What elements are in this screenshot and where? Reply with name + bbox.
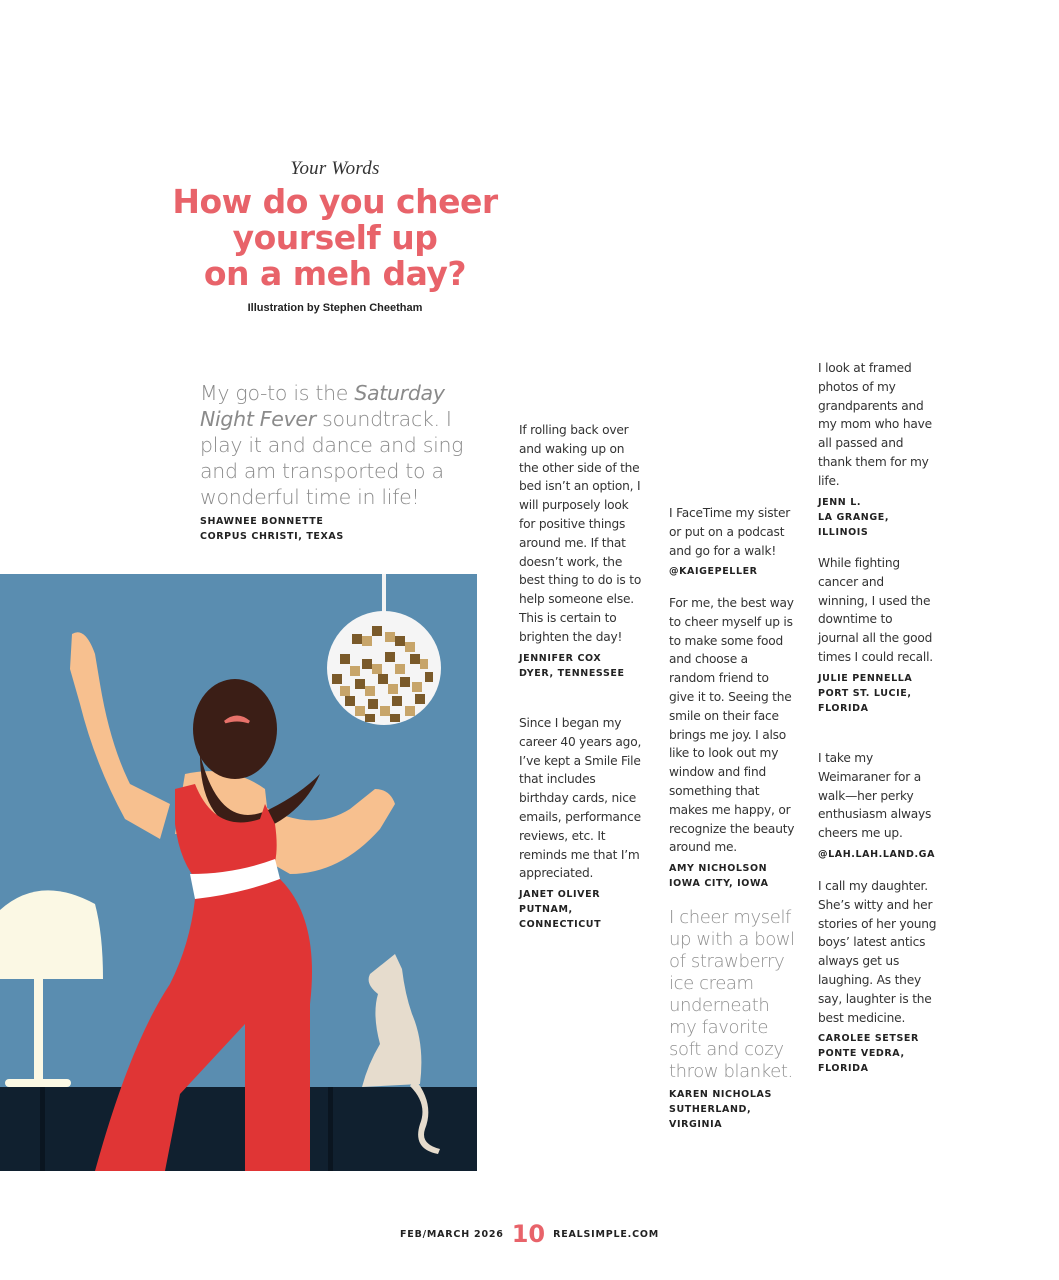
pull-quote-signature: SHAWNEE BONNETTE CORPUS CHRISTI, TEXAS xyxy=(200,516,344,542)
reader-response: If rolling back over and waking up on the other side of the bed isn’t an option, I will purposely look for positive things around me. If that doesn’t work, the best thing to do is to help someone else. This is certain to brighten the day! JENNIFER COX DYER, TENNESSEE xyxy=(519,423,642,679)
pull-quote xyxy=(200,380,485,544)
section-kicker: Your Words xyxy=(290,158,380,179)
article-header xyxy=(170,158,500,314)
site-url: REALSIMPLE.COM xyxy=(553,1228,659,1240)
page-footer xyxy=(0,1222,1059,1246)
page-number: 10 xyxy=(511,1220,546,1248)
reader-response: I FaceTime my sister or put on a podcast and go for a walk! @KAIGEPELLER xyxy=(669,506,791,578)
disco-ball-icon xyxy=(327,611,441,725)
reader-response: For me, the best way to cheer myself up is to make some food and choose a random friend to give it to. Seeing the smile on their face brings me joy. I also like to look out my window and find something that makes me happy, or recognize the beauty around me. AMY NICHOLSON IOWA CITY, IOWA xyxy=(669,596,795,890)
reader-response: I call my daughter. She’s witty and her stories of her young boys’ latest antics always get us laughing. As they say, laughter is the best medicine. CAROLEE SETSER PONTE VEDRA, FLORIDA xyxy=(818,879,937,1075)
title-line: yourself up xyxy=(232,218,438,257)
reader-response: I look at framed photos of my grandparents and my mom who have all passed and thank them for my life. JENN L. LA GRANGE, ILLINOIS xyxy=(818,361,932,538)
reader-response: While fighting cancer and winning, I used the downtime to journal all the good times I could recall. JULIE PENNELLA PORT ST. LUCIE, FLORIDA xyxy=(818,556,933,714)
reader-response: Since I began my career 40 years ago, I’ve kept a Smile File that includes birthday cards, nice emails, performance reviews, etc. It reminds me that I’m appreciated. JANET OLIVER PUTNAM, CONNECTICUT xyxy=(519,716,642,931)
reader-response: I cheer myself up with a bowl of strawberry ice cream underneath my favorite soft and cozy throw blanket. KAREN NICHOLAS SUTHERLAND, VIRGINIA xyxy=(669,907,795,1130)
reader-response: I take my Weimaraner for a walk—her perky enthusiasm always cheers me up. @LAH.LAH.LAND.GA xyxy=(818,751,936,860)
page-title xyxy=(170,184,500,292)
dancing-woman-illustration xyxy=(0,574,477,1171)
title-line: How do you cheer xyxy=(172,182,498,221)
issue-date: FEB/MARCH 2026 xyxy=(400,1228,504,1240)
illustration-credit: Illustration by Stephen Cheetham xyxy=(247,302,423,314)
title-line: on a meh day? xyxy=(203,254,467,293)
pull-quote-text: My go-to is the Saturday Night Fever soundtrack. I play it and dance and sing and am transported to a wonderful time in life! xyxy=(200,381,464,509)
